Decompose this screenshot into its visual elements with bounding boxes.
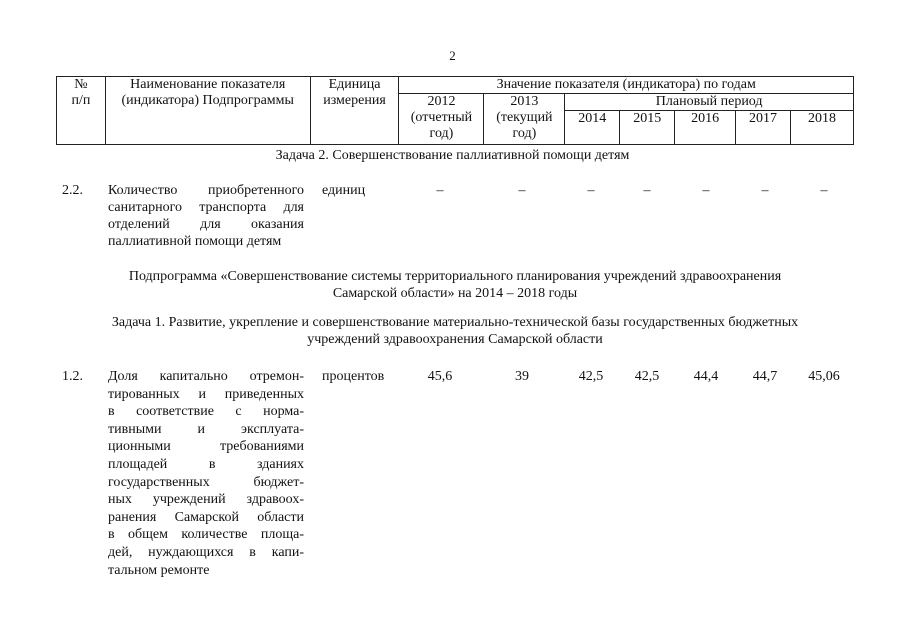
row-1-2-unit: процентов — [322, 369, 385, 384]
header-name-line: Наименование показателя — [130, 77, 286, 92]
header-year-2014: 2014 — [565, 111, 620, 145]
row-2-2-unit: единиц — [322, 183, 366, 198]
header-name-line: (индикатора) Подпрограммы — [121, 93, 294, 108]
row-2-2-value-2017: – — [761, 183, 769, 198]
subprogram-title-line: Самарской области» на 2014 – 2018 годы — [332, 286, 578, 301]
header-plan-title: Плановый период — [565, 94, 854, 111]
row-1-2-name-line: в общем количестве площа- — [108, 527, 304, 543]
header-year-2017: 2017 — [736, 111, 791, 145]
row-2-2-name-line: санитарного транспорта для — [108, 200, 304, 215]
row-2-2-value-2015: – — [643, 183, 651, 198]
row-1-2-number: 1.2. — [62, 369, 83, 384]
row-1-2-name-line: Доля капитально отремон- — [108, 369, 304, 384]
row-2-2-value-2018: – — [820, 183, 828, 198]
row-1-2-name-line: ционными требованиями — [108, 439, 304, 455]
header-year-2015: 2015 — [620, 111, 675, 145]
row-1-2-name-line: в соответствие с норма- — [108, 404, 304, 420]
header-num-line: п/п — [71, 93, 91, 108]
subprogram-title — [60, 268, 850, 302]
row-2-2-name — [108, 182, 304, 250]
header-2012-line: год) — [429, 126, 454, 141]
header-name — [105, 77, 310, 145]
header-2013-line: 2013 — [510, 94, 539, 109]
row-2-2-value-2013: – — [518, 183, 526, 198]
header-num — [57, 77, 106, 145]
header-2013 — [484, 94, 565, 145]
row-1-2-value-2017: 44,7 — [752, 369, 778, 384]
task-1-title-line: учреждений здравоохранения Самарской области — [307, 332, 603, 347]
row-2-2-number: 2.2. — [62, 183, 83, 198]
row-1-2-name — [108, 368, 304, 579]
row-1-2-name-line: дей, нуждающихся в капи- — [108, 544, 304, 560]
page-number: 2 — [449, 48, 456, 63]
row-2-2-value-2012: – — [436, 183, 444, 198]
row-1-2-name-line: площадей в зданиях — [108, 456, 304, 472]
header-year-2018: 2018 — [791, 111, 854, 145]
row-1-2-value-2018: 45,06 — [808, 369, 840, 384]
row-1-2-value-2014: 42,5 — [578, 369, 604, 384]
task-2-title: Задача 2. Совершенствование паллиативной помощи детям — [275, 148, 630, 163]
row-1-2-name-line: тивными и эксплуата- — [108, 421, 304, 437]
row-1-2-name-line: тированных и приведенных — [108, 386, 304, 402]
header-2013-line: (текущий — [496, 110, 553, 125]
row-1-2-name-line: тальном ремонте — [108, 562, 210, 578]
header-2012-line: (отчетный — [410, 110, 473, 125]
row-1-2-value-2013: 39 — [515, 369, 529, 384]
header-values-title: Значение показателя (индикатора) по годам — [399, 77, 854, 94]
row-2-2-name-line: паллиативной помощи детям — [108, 234, 282, 249]
header-unit-line: измерения — [323, 93, 386, 108]
row-1-2-value-2016: 44,4 — [693, 369, 719, 384]
header-2012-line: 2012 — [427, 94, 456, 109]
header-2013-line: год) — [512, 126, 537, 141]
row-2-2-name-line: Количество приобретенного — [108, 183, 304, 198]
task-1-title — [40, 314, 870, 348]
header-num-line: № — [74, 77, 88, 92]
row-1-2-name-line: государственных бюджет- — [108, 474, 304, 490]
subprogram-title-line: Подпрограмма «Совершенствование системы территориального планирования учреждений здравоохранения — [128, 269, 782, 284]
indicator-table-header — [56, 76, 854, 145]
row-1-2-name-line: ранения Самарской области — [108, 509, 304, 525]
header-unit-line: Единица — [328, 77, 381, 92]
row-1-2-name-line: ных учреждений здравоох- — [108, 492, 304, 508]
header-year-2016: 2016 — [675, 111, 736, 145]
header-unit — [310, 77, 399, 145]
row-1-2-value-2015: 42,5 — [634, 369, 660, 384]
header-2012 — [399, 94, 484, 145]
row-2-2-value-2014: – — [587, 183, 595, 198]
task-1-title-line: Задача 1. Развитие, укрепление и совершенствование материально-технической базы государственных бюджетных — [111, 315, 799, 330]
row-2-2-name-line: отделений для оказания — [108, 217, 304, 232]
row-1-2-value-2012: 45,6 — [427, 369, 453, 384]
row-2-2-value-2016: – — [702, 183, 710, 198]
